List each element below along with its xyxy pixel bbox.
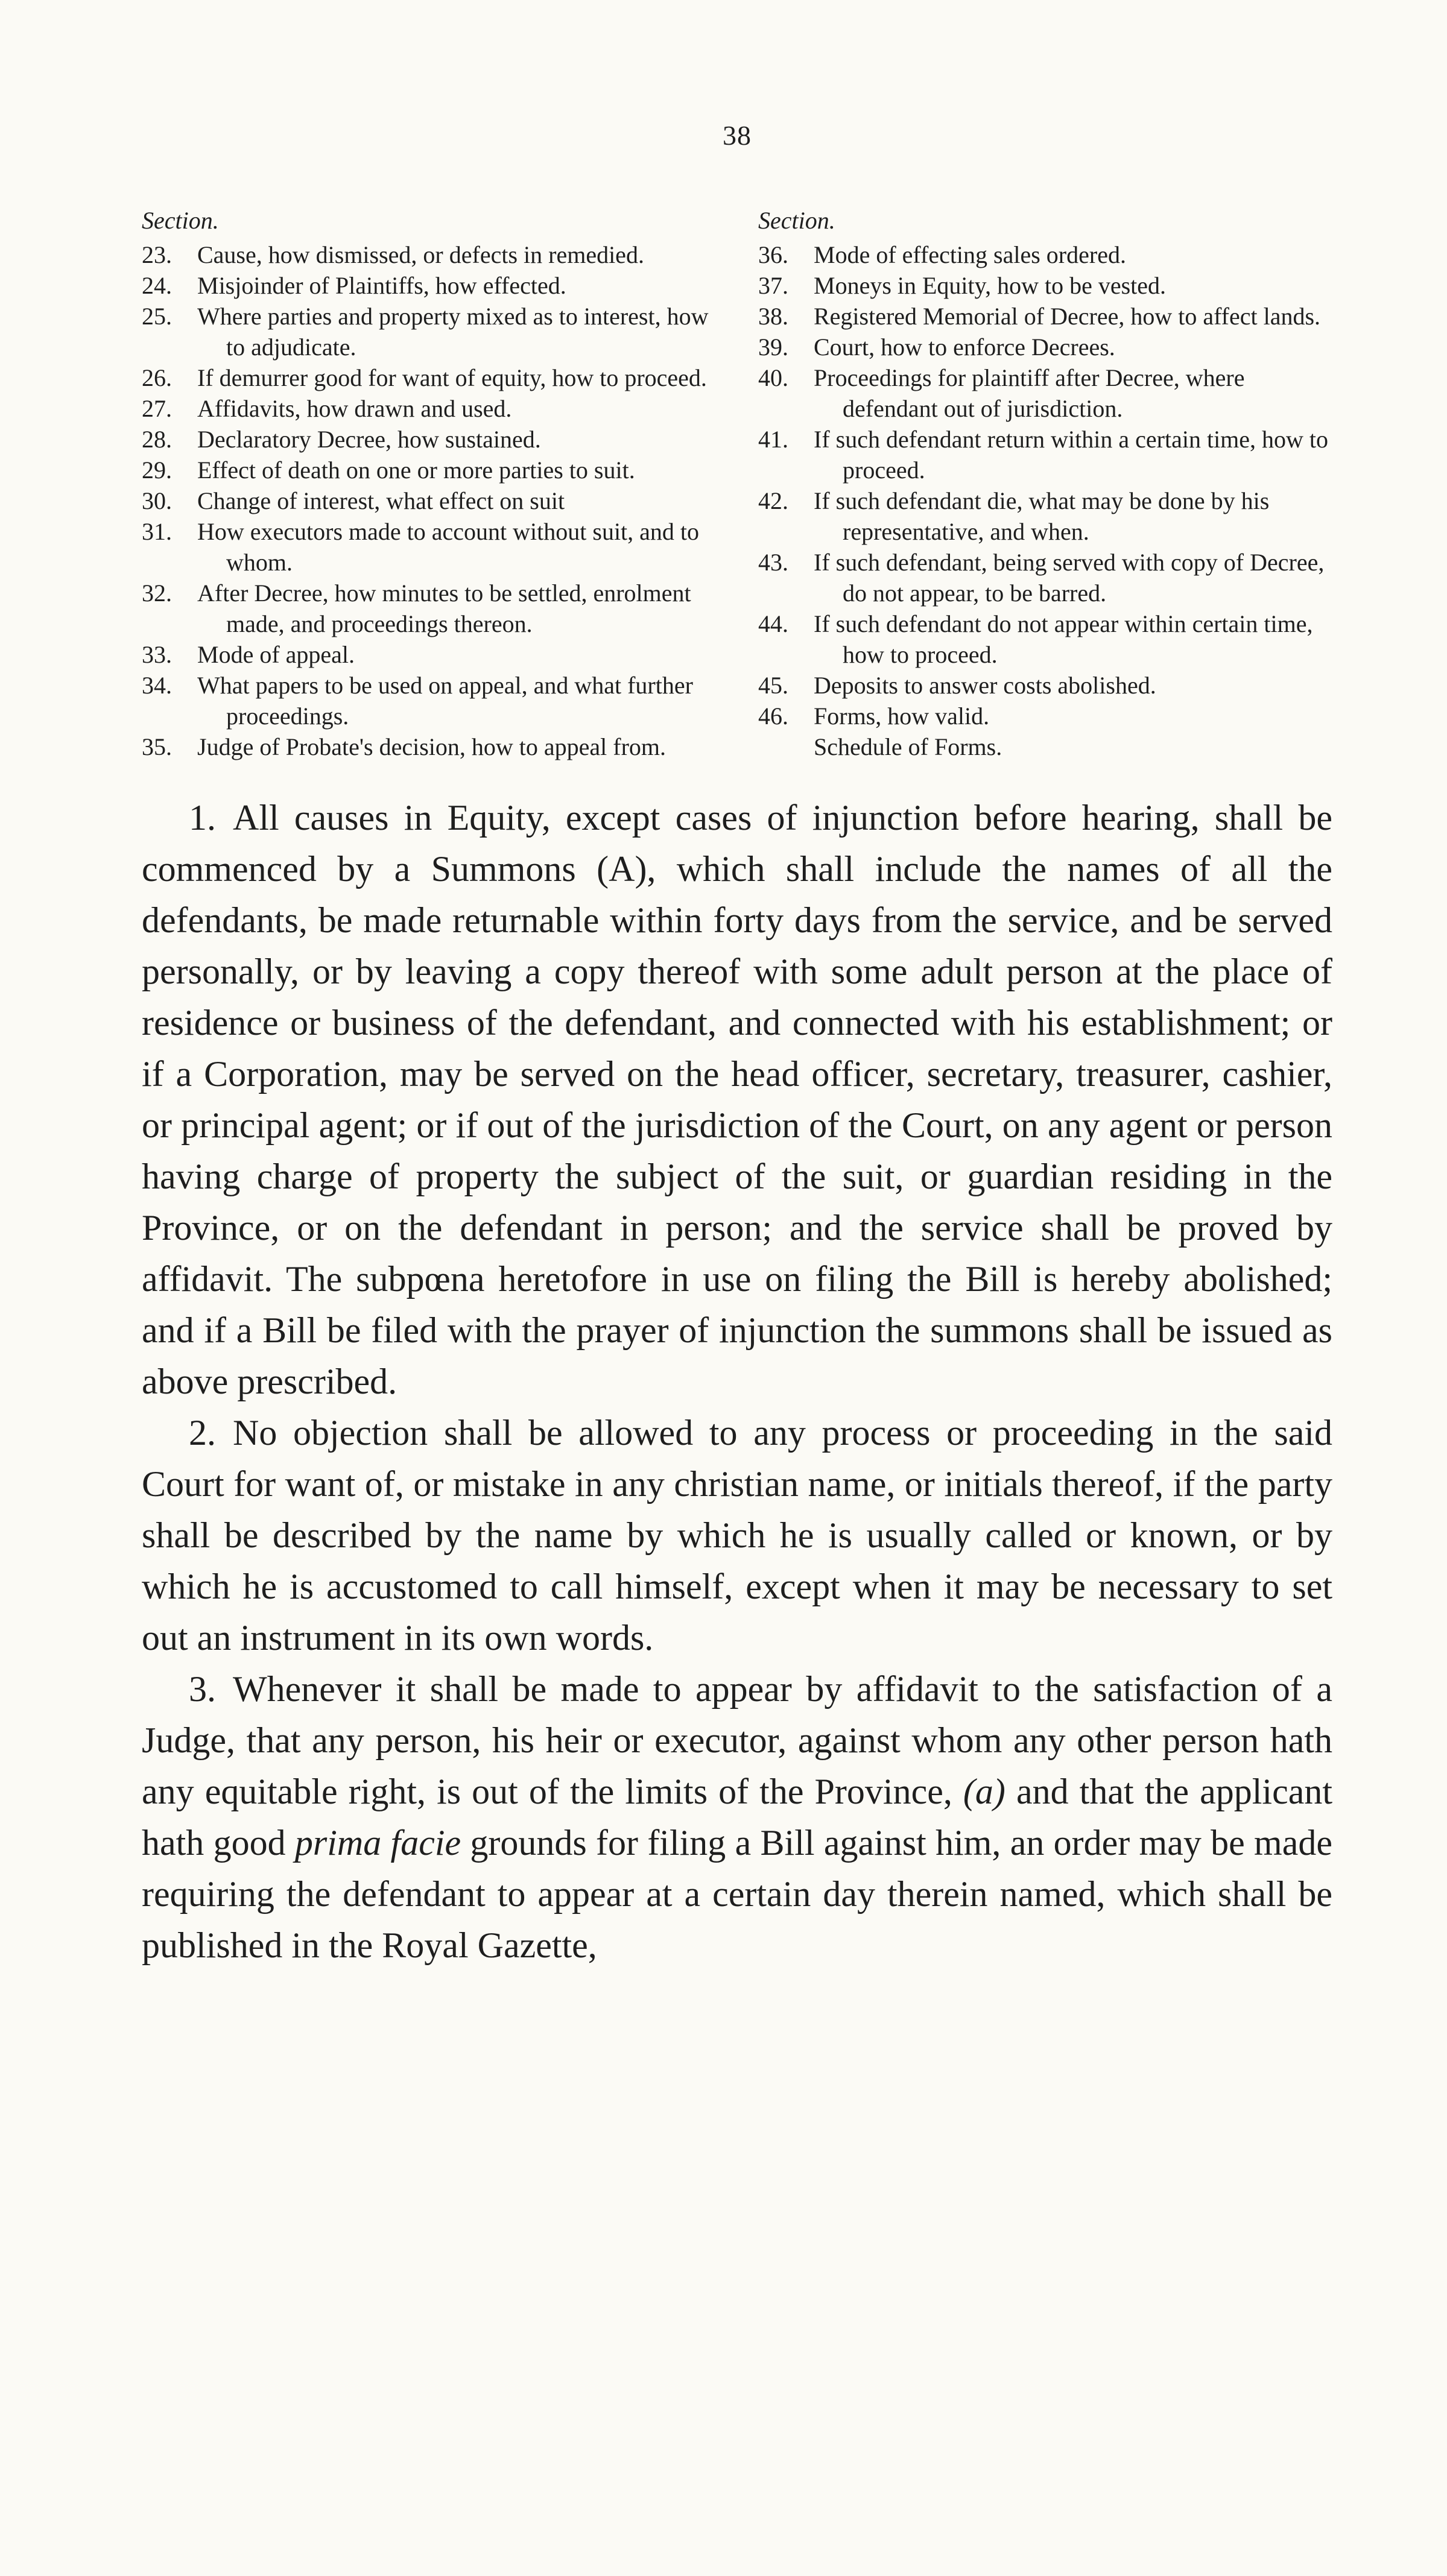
toc-item [142,424,716,455]
toc-item-text: Affidavits, how drawn and used. [197,395,512,422]
toc-item [142,393,716,424]
toc-item-number: 26. [142,364,172,391]
paragraph-number: 1. [189,798,216,838]
section-header: Section. [758,207,835,234]
toc-item [142,362,716,393]
toc-item-number: 35. [142,733,172,760]
toc-item-number: 24. [142,272,172,299]
paragraph-text: and that the applicant hath good [142,1772,1332,1863]
toc-item-number: 45. [758,672,788,699]
toc-item-number: 28. [142,426,172,453]
toc-item-text: Mode of effecting sales ordered. [814,241,1126,268]
paragraph-number: 3. [189,1669,216,1709]
paragraph-1 [142,792,1332,1407]
toc-item-text: If such defendant do not appear within certain time, how to proceed. [814,610,1313,668]
paragraph-3 [142,1664,1332,1971]
toc-item [142,485,716,516]
toc-item-number: 27. [142,395,172,422]
toc-item-number: 32. [142,579,172,607]
toc-item [142,578,716,639]
toc-item-number: 30. [142,487,172,514]
toc-item-number: 31. [142,518,172,545]
paragraph-2 [142,1407,1332,1664]
toc-item-text: If demurrer good for want of equity, how to proceed. [197,364,707,391]
toc-item-number: 34. [142,672,172,699]
toc-item-text: Declaratory Decree, how sustained. [197,426,541,453]
toc-item [758,301,1332,332]
paragraph-text-italic: prima facie [294,1823,461,1863]
toc-item [758,547,1332,608]
toc-item [758,270,1332,301]
toc-item-text: Cause, how dismissed, or defects in remedied. [197,241,644,268]
toc-item [758,485,1332,547]
toc-item-text: Where parties and property mixed as to interest, how to adjudicate. [197,303,709,361]
toc-item-text: Effect of death on one or more parties to suit. [197,456,635,484]
toc-item-text: Mode of appeal. [197,641,355,668]
toc-item-text: Proceedings for plaintiff after Decree, where defendant out of jurisdiction. [814,364,1245,422]
toc-item-number: 42. [758,487,788,514]
body-text [142,792,1332,1971]
toc-item-text: If such defendant return within a certain time, how to proceed. [814,426,1329,484]
toc-item-text: After Decree, how minutes to be settled, enrolment made, and proceedings thereon. [197,579,691,637]
section-index-right-column [758,205,1332,762]
toc-item-text: Moneys in Equity, how to be vested. [814,272,1167,299]
toc-item-text: If such defendant, being served with copy of Decree, do not appear, to be barred. [814,549,1325,607]
paragraph-text: No objection shall be allowed to any process or proceeding in the said Court for want of, or mistake in any christian name, or initials thereof, if the party shall be described by the name by which he is usually called or known, or by which he is accustomed to call himself, except when it may be necessary to set out an instrument in its own words. [142,1413,1332,1658]
paragraph-text: Whenever it shall be made to appear by affidavit to the satisfaction of a Judge, that any person, his heir or executor, against whom any other person hath any equitable right, is out of the limits of the Province, [142,1669,1332,1811]
toc-item [142,455,716,485]
toc-item-number: 46. [758,702,788,730]
toc-item-text: Court, how to enforce Decrees. [814,333,1115,361]
paragraph-text-italic: (a) [963,1772,1005,1811]
toc-item [142,239,716,270]
toc-item-number: 43. [758,549,788,576]
toc-item [758,239,1332,270]
toc-item-text: Forms, how valid. [814,702,990,730]
toc-item [758,608,1332,670]
toc-item-number: 36. [758,241,788,268]
toc-item-text: Judge of Probate's decision, how to appeal from. [197,733,667,760]
toc-item [758,424,1332,485]
toc-item [142,270,716,301]
section-header: Section. [142,207,219,234]
toc-item [142,301,716,362]
toc-item-number: 41. [758,426,788,453]
toc-item-text: Deposits to answer costs abolished. [814,672,1156,699]
toc-item [142,731,716,762]
toc-item [758,670,1332,701]
paragraph-text: All causes in Equity, except cases of injunction before hearing, shall be commenced by a Summons (A), which shall include the names of all the defendants, be made returnable within forty days from the service, and be served personally, or by leaving a copy thereof with some adult person at the place of residence or business of the defendant, and connected with his establishment; or if a Corporation, may be served on the head officer, secretary, treasurer, cashier, or principal agent; or if out of the jurisdiction of the Court, on any agent or person having charge of property the subject of the suit, or guardian residing in the Province, or on the defendant in person; and the service shall be proved by affidavit. The subpœna heretofore in use on filing the Bill is hereby abolished; and if a Bill be filed with the prayer of injunction the summons shall be issued as above prescribed. [142,798,1332,1401]
section-index-left-column [142,205,716,762]
toc-item [142,516,716,578]
toc-item [142,670,716,731]
toc-item-number: 44. [758,610,788,637]
toc-item [142,639,716,670]
toc-item [758,362,1332,424]
toc-item-text: Misjoinder of Plaintiffs, how effected. [197,272,566,299]
toc-item-text: How executors made to account without suit, and to whom. [197,518,700,576]
toc-item-text: Registered Memorial of Decree, how to affect lands. [814,303,1321,330]
toc-item [758,731,1332,762]
toc-item-number: 33. [142,641,172,668]
toc-item-number: 37. [758,272,788,299]
toc-item-text: What papers to be used on appeal, and what further proceedings. [197,672,693,730]
toc-item-text: Change of interest, what effect on suit [197,487,565,514]
toc-item-number: 29. [142,456,172,484]
toc-item-number: 25. [142,303,172,330]
toc-item [758,332,1332,362]
paragraph-text: grounds for filing a Bill against him, an order may be made requiring the defendant to appear at a certain day therein named, which shall be published in the Royal Gazette, [142,1823,1332,1965]
section-index [142,205,1332,762]
toc-item [758,701,1332,731]
toc-item-number: 39. [758,333,788,361]
toc-item-text: If such defendant die, what may be done by his representative, and when. [814,487,1270,545]
toc-item-text: Schedule of Forms. [814,733,1002,760]
toc-item-number: 38. [758,303,788,330]
toc-item-number: 23. [142,241,172,268]
toc-item-number: 40. [758,364,788,391]
paragraph-number: 2. [189,1413,216,1453]
page-number: 38 [723,120,752,151]
